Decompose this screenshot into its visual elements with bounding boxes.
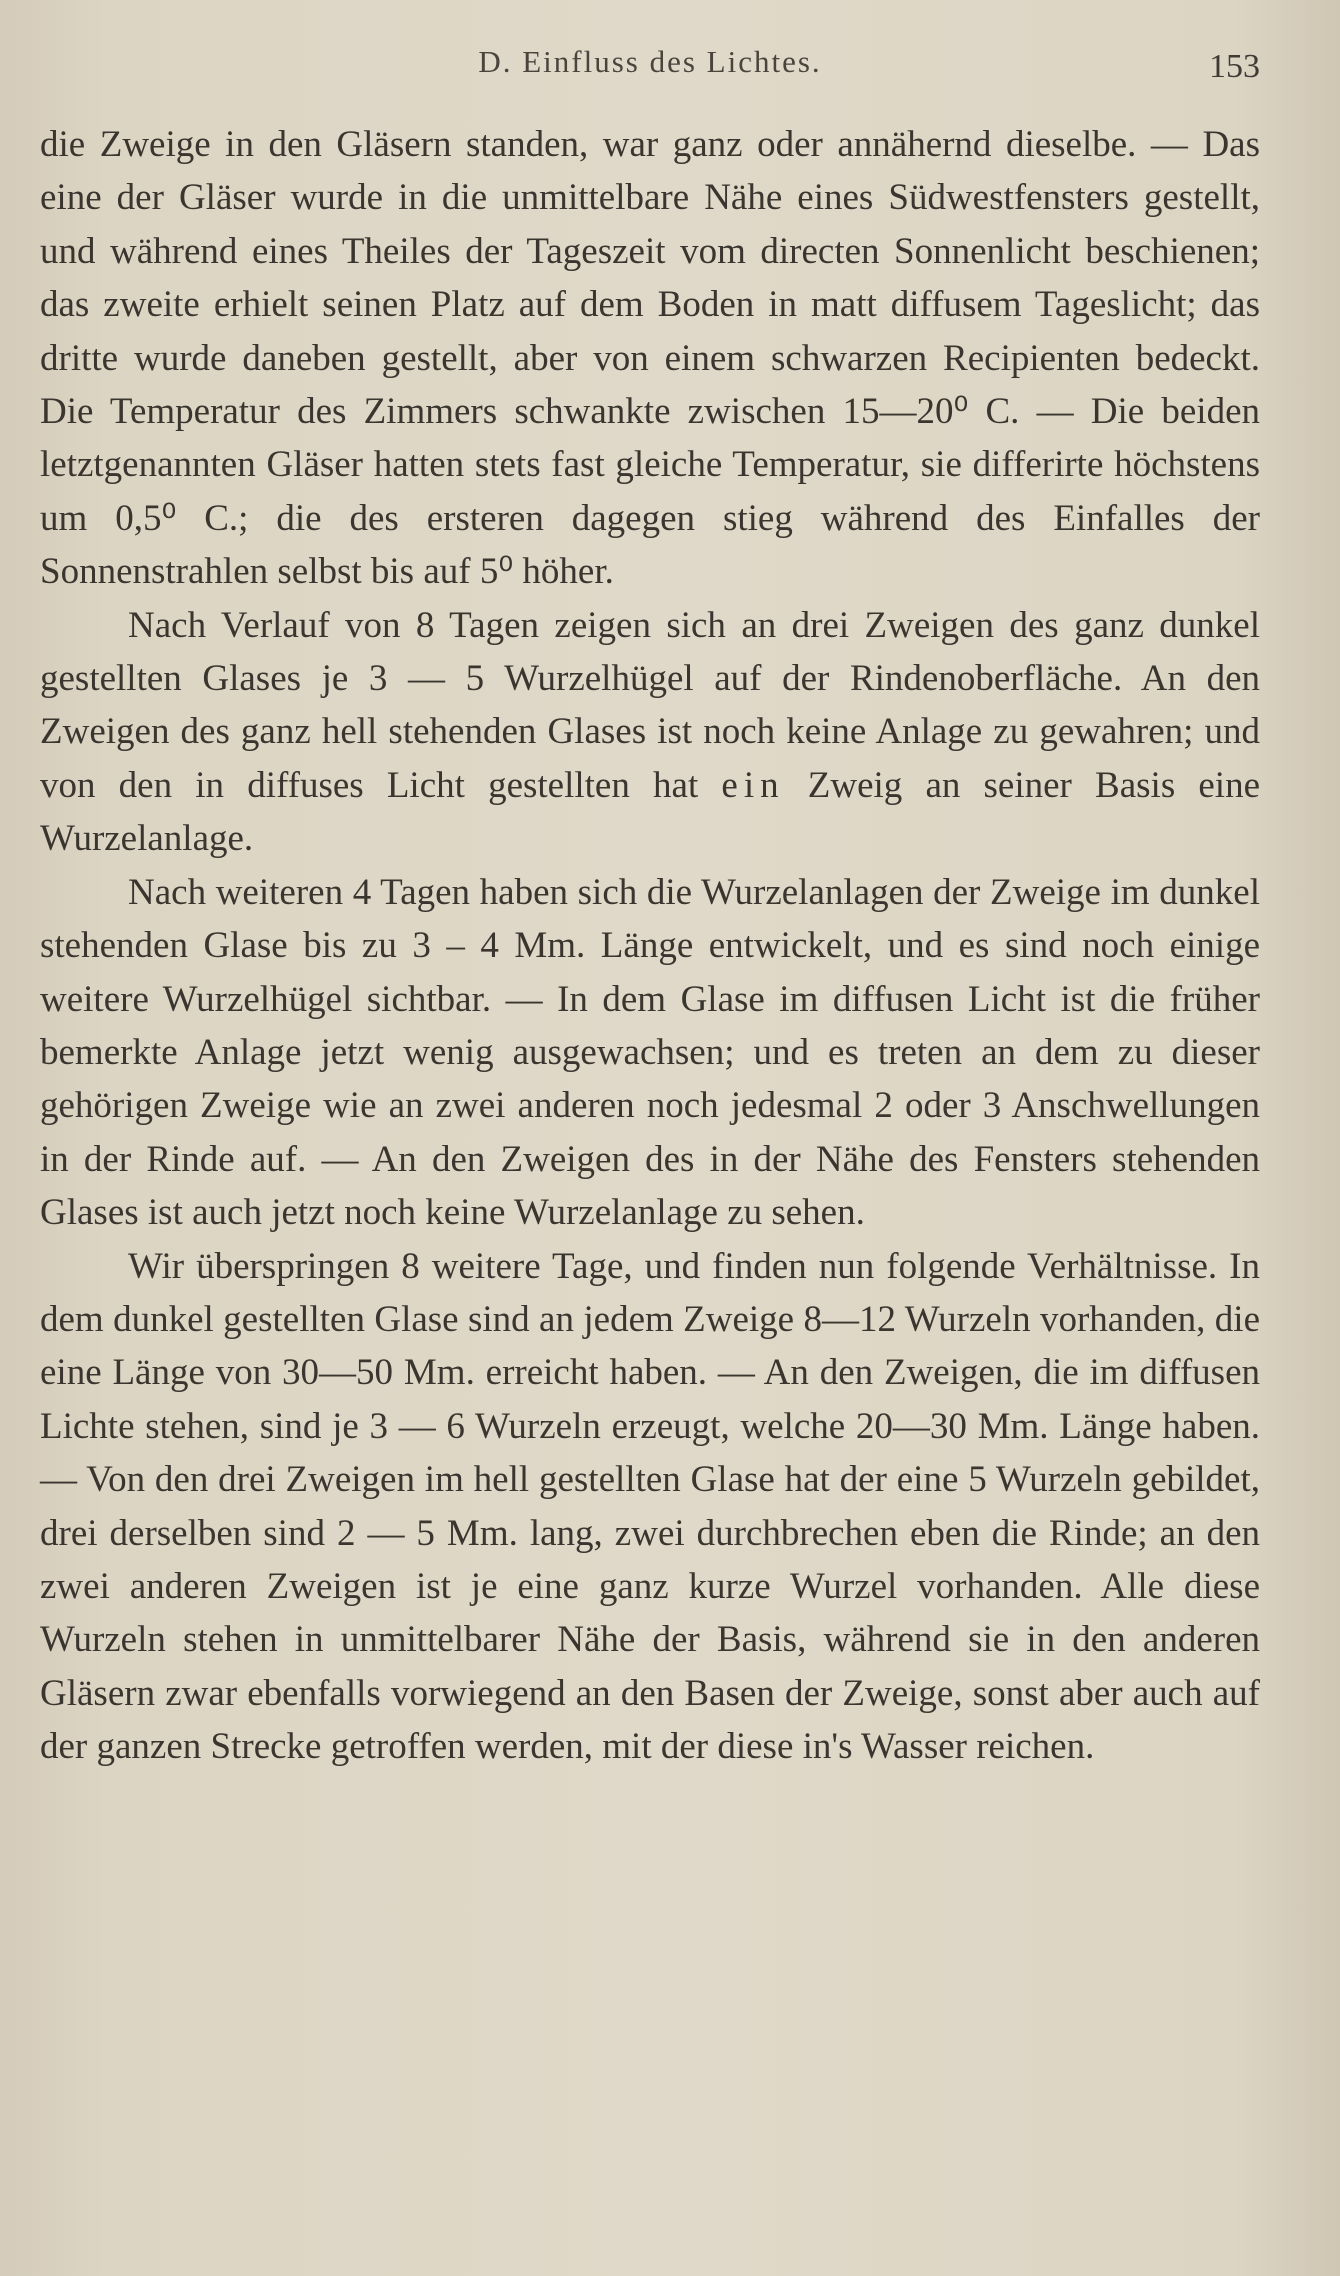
emphasized-word: ein: [721, 764, 785, 806]
paragraph-four-days: Nach weiteren 4 Tagen haben sich die Wurzelanlagen der Zweige im dunkel stehenden Glase bis zu 3 – 4 Mm. Länge entwickelt, und es sind noch einige weitere Wurzelhügel sichtbar. — In dem Glase im diffusen Licht ist die früher bemerkte Anlage jetzt wenig ausgewachsen; und es treten an dem zu dieser gehörigen Zweige wie an zwei anderen noch jedesmal 2 oder 3 Anschwellungen in der Rinde auf. — An den Zweigen des in der Nähe des Fensters stehenden Glases ist auch jetzt noch keine Wurzelanlage zu sehen.: [40, 871, 1260, 1234]
paragraph-text: Nach Verlauf von 8 Tagen zeigen sich an drei Zweigen des ganz dunkel gestellten Glases je 3 — 5 Wurzelhügel auf der Rindenoberfläche. An den Zweigen des ganz hell stehenden Glases ist noch keine Anlage zu gewahren; und von den in diffuses Licht gestellten hat: [40, 604, 1260, 806]
body-text: [40, 118, 1260, 1774]
paragraph-eight-days: [40, 599, 1260, 866]
page-number: 153: [1209, 48, 1260, 85]
paragraph-continuation: die Zweige in den Gläsern standen, war ganz oder annähernd dieselbe. — Das eine der Gläser wurde in die unmittelbare Nähe eines Südwestfensters gestellt, und während eines Theiles der Tageszeit vom directen Sonnenlicht beschienen; das zweite erhielt seinen Platz auf dem Boden in matt diffusem Tageslicht; das dritte wurde daneben gestellt, aber von einem schwarzen Recipienten bedeckt. Die Temperatur des Zimmers schwankte zwischen 15—20⁰ C. — Die beiden letztgenannten Gläser hatten stets fast gleiche Temperatur, sie differirte höchstens um 0,5⁰ C.; die des ersteren dagegen stieg während des Einfalles der Sonnenstrahlen selbst bis auf 5⁰ höher.: [40, 124, 1260, 593]
paragraph-text: Zweig an seiner Basis eine Wurzelanlage.: [40, 764, 1261, 860]
paragraph-further-eight-days: Wir überspringen 8 weitere Tage, und finden nun folgende Verhältnisse. In dem dunkel gestellten Glase sind an jedem Zweige 8—12 Wurzeln vorhanden, die eine Länge von 30—50 Mm. erreicht haben. — An den Zweigen, die im diffusen Lichte stehen, sind je 3 — 6 Wurzeln erzeugt, welche 20—30 Mm. Länge haben. — Von den drei Zweigen im hell gestellten Glase hat der eine 5 Wurzeln gebildet, drei derselben sind 2 — 5 Mm. lang, zwei durchbrechen eben die Rinde; an den zwei anderen Zweigen ist je eine ganz kurze Wurzel vorhanden. Alle diese Wurzeln stehen in unmittelbarer Nähe der Basis, während sie in den anderen Gläsern zwar ebenfalls vorwiegend an den Basen der Zweige, sonst aber auch auf der ganzen Strecke getroffen werden, mit der diese in's Wasser reichen.: [40, 1245, 1260, 1768]
page-header: [40, 38, 1260, 98]
running-head: D. Einfluss des Lichtes.: [478, 44, 822, 79]
